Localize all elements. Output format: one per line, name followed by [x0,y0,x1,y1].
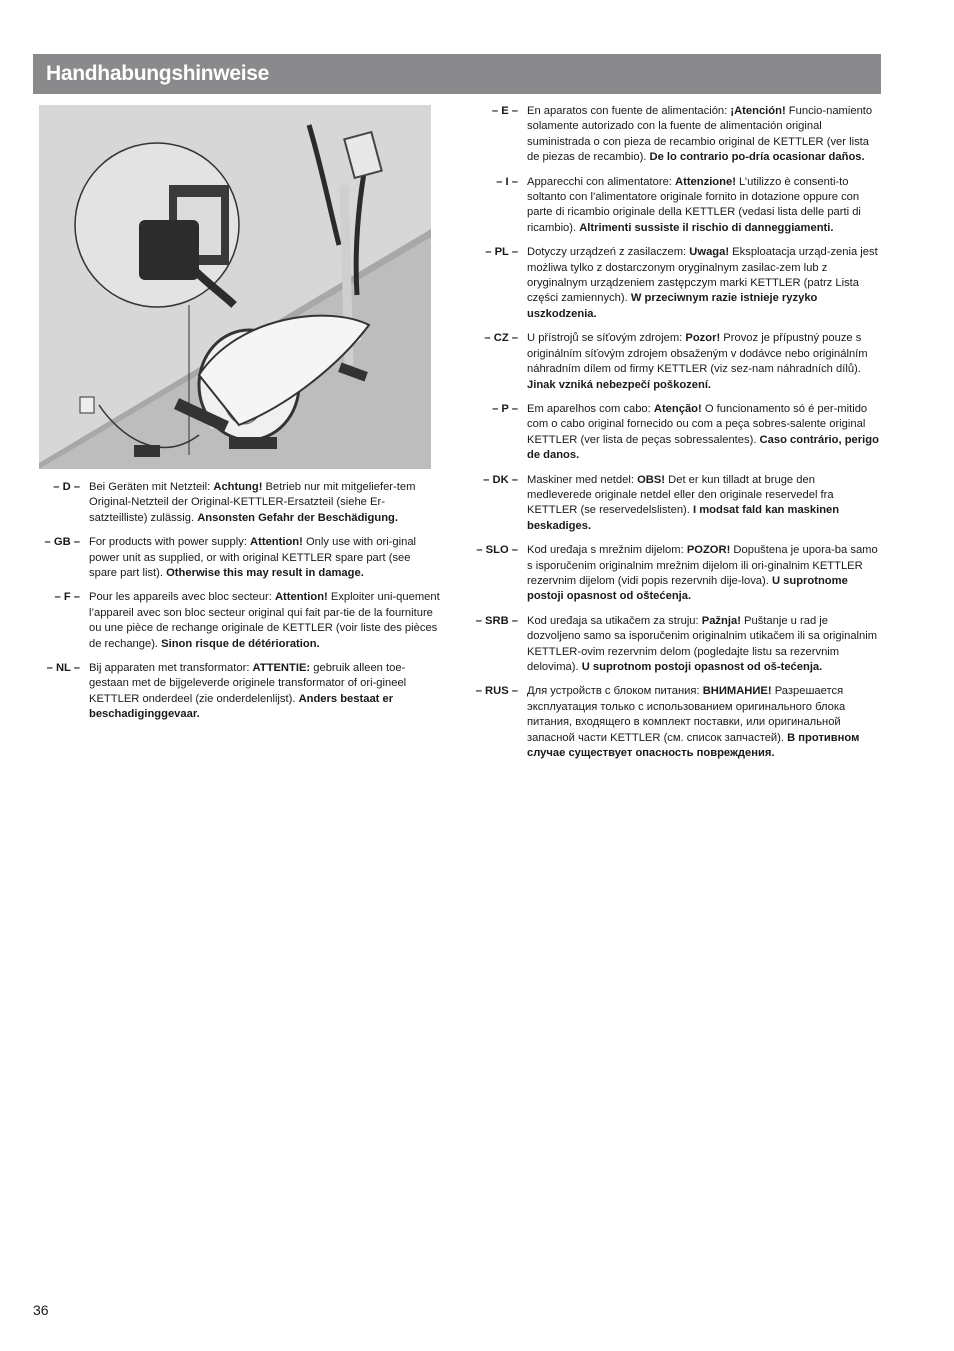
notice-body: Puštanje u rad je dozvoljeno samo sa isporučenim originalnim utikačem ili sa originalnim KETTLER-ovim rezervnim delom (pogledajte listu sa rezervnim delovima). [527,614,878,673]
notice-intro: Maskiner med netdel: [527,473,638,486]
notice-warning: Caso contrário, perigo de danos. [527,433,879,462]
notice-label: Attention! [274,591,328,604]
notice-text [527,104,880,166]
cross-trainer-power-supply-illustration [39,105,431,469]
notice-body: Det er kun tilladt at bruge den medleverede originale netdel eller den originale reservedel fra KETTLER (se reservedelslisten). [527,473,834,517]
notice-body: Betrieb nur mit mitgeliefer-tem Original-Netzteil der Original-KETTLER-Ersatzteil (siehe Er-satzteilliste) zulässig. [89,481,416,524]
notice-i [470,175,880,237]
language-code: – SLO – [476,544,518,557]
notice-intro: Dotyczy urządzeń z zasilaczem: [527,246,690,259]
language-code: – I – [496,175,518,188]
notice-intro: Bij apparaten met transformator: [89,662,253,675]
notice-f [39,590,441,652]
language-code: – CZ – [484,332,518,345]
notice-intro: Pour les appareils avec bloc secteur: [89,591,275,604]
notice-warning: Jinak vzniká nebezpečí poškození. [527,378,712,391]
notice-text [527,543,880,605]
notice-label: Attention! [250,536,303,549]
notice-text [89,480,441,526]
notice-label: Atenção! [653,402,702,415]
notice-intro: U přístrojů se síťovým zdrojem: [527,332,686,345]
notice-intro: Em aparelhos com cabo: [527,402,654,415]
page-number: 36 [33,1302,49,1318]
language-code: – E – [491,105,518,117]
language-code: – RUS – [475,685,518,698]
notice-body: Разрешается эксплуатация только с использованием оригинального блока питания, входящего в комплект поставки, или оригинальной запасной части KETTLER (см. список запчастей). [527,685,846,744]
notice-label: Pažnja! [701,614,741,627]
notice-label: Attenzione! [675,175,736,188]
notice-text [527,245,880,322]
notice-warning: W przeciwnym razie istnieje ryzyko uszkodzenia. [527,292,818,320]
notice-text [89,590,441,652]
notice-label: Pozor! [685,332,721,345]
notice-warning: De lo contrario po-dría ocasionar daños. [649,151,865,164]
notice-body: gebruik alleen toe-gestaan met de bijgeleverde originele transformator of ori-gineel KETTLER onderdeel (zie onderdelenlijst). [89,662,407,705]
left-column [39,480,441,732]
language-code: – DK – [483,473,518,486]
language-code: – PL – [485,246,518,259]
language-code: – F – [54,591,80,604]
language-code: – NL – [46,662,80,675]
notice-text [527,331,880,393]
notice-warning: U suprotnom postoji opasnost od oš-tećenja. [581,661,823,673]
notice-body: O funcionamento só é per-mitido com o cabo original fornecido ou com a peça sobres-salente original KETTLER (ver lista de peças sobressalentes). [527,402,868,446]
notice-intro: Bei Geräten mit Netzteil: [89,481,214,493]
notice-body: Eksploatacja urząd-zenia jest możliwa tylko z dostarczonym oryginalnym zasilac-zem lub z oryginalnym urządzeniem zastępczym marki KETTLER (patrz Lista części zamiennych). [527,246,878,305]
notice-label: ¡Atención! [730,105,786,117]
notice-warning: Sinon risque de détérioration. [161,637,320,650]
notice-warning: U suprotnome postoji opasnost od oštećenja. [527,574,848,603]
notice-body: Only use with ori-ginal power unit as supplied, or with original KETTLER spare part (see spare part list). [89,536,417,580]
notice-warning: Otherwise this may result in damage. [166,567,364,580]
notice-intro: En aparatos con fuente de alimentación: [527,105,731,117]
notice-e [470,104,880,166]
notice-intro: For products with power supply: [89,536,251,549]
notice-label: OBS! [637,473,666,486]
notice-gb [39,535,441,581]
notice-body: Funcio-namiento solamente autorizado con la fuente de alimentación original suministrada o con pieza de recambio original de KETTLER (ver lista de piezas de recambio). [527,105,873,164]
notice-label: ATTENTIE: [252,662,311,675]
notice-body: Exploiter uni-quement l’appareil avec son bloc secteur original qui fait par-tie de la fourniture ou une pièce de rechange originale de KETTLER (voir liste des pièces de rechange). [89,591,440,650]
notice-label: Uwaga! [689,246,730,259]
notice-body: Provoz je přípustný pouze s originálním síťovým zdrojem obsaženým v dodávce nebo originálním náhradním dílem od firmy KETTLER (viz sez-nam náhradních dílů). [527,332,868,376]
notice-body: Dopuštena je upora-ba samo s isporučenim originalnim mrežnim dijelom ili ori-ginalnim KETTLER rezervnim dijelom (vidi popis rezervnih dije-lova). [527,544,878,587]
notice-text [527,684,880,761]
notice-d [39,480,441,526]
right-column [470,104,880,770]
notice-pl [470,245,880,322]
notice-body: L’utilizzo è consenti-to soltanto con l’alimentatore originale fornito in dotazione oppure con parte di ricambio originale della KETTLER (vedasi lista delle parti di ricambio). [527,175,861,234]
notice-warning: Altrimenti sussiste il rischio di danneggiamenti. [579,221,834,234]
notice-nl [39,661,441,723]
notice-warning: I modsat fald kan maskinen beskadiges. [527,504,840,532]
page-title: Handhabungshinweise [46,62,269,85]
language-code: – D – [53,481,80,493]
notice-label: Achtung! [213,481,263,493]
cross-trainer-illustration [39,105,431,469]
notice-rus [470,684,880,761]
notice-srb [470,614,880,676]
notice-label: POZOR! [686,544,731,557]
notice-text [89,535,441,581]
notice-text [527,175,880,237]
language-code: – GB – [44,536,80,549]
notice-intro: Для устройств с блоком питания: [527,685,703,698]
notice-warning: В противном случае существует опасность повреждения. [527,731,860,760]
notice-text [89,661,441,723]
notice-dk [470,473,880,535]
language-code: – SRB – [475,614,518,627]
notice-warning: Anders bestaat er beschadiginggevaar. [89,692,394,721]
notice-text [527,402,880,464]
notice-slo [470,543,880,605]
notice-text [527,473,880,535]
notice-intro: Kod uređaja sa utikačem za struju: [527,614,702,627]
language-code: – P – [492,402,518,415]
title-bar [33,54,881,94]
notice-cz [470,331,880,393]
notice-intro: Kod uređaja s mrežnim dijelom: [527,544,687,557]
notice-text [527,614,880,676]
notice-label: ВНИМАНИЕ! [702,685,772,698]
notice-intro: Apparecchi con alimentatore: [527,175,676,188]
notice-p [470,402,880,464]
notice-warning: Ansonsten Gefahr der Beschädigung. [197,511,398,524]
